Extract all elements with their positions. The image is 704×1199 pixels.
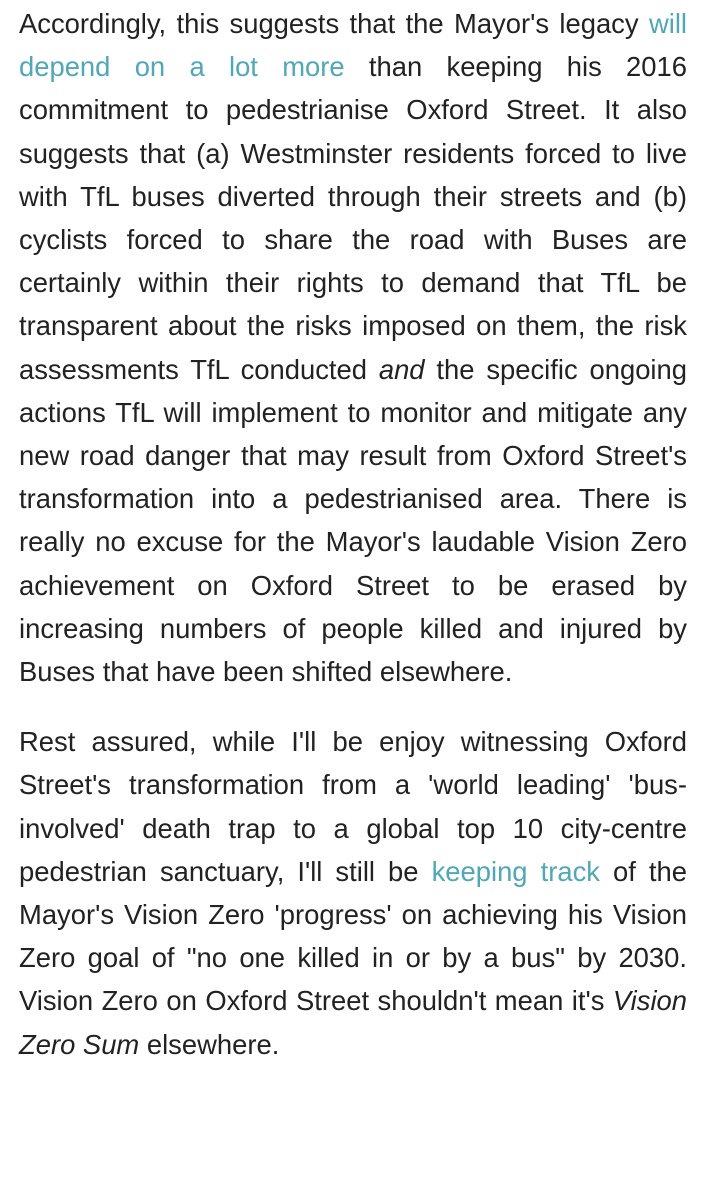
paragraph-1-text: Accordingly, this suggests that the Mayor's legacy xyxy=(19,8,649,39)
paragraph-1-text: the specific ongoing actions TfL will implement to monitor and mitigate any new road danger that may result from Oxford Street's transformation into a pedestrianised area. There is really no excuse for the Mayor's laudable Vision Zero achievement on Oxford Street to be erased by increasing numbers of people killed and injured by Buses that have been shifted elsewhere. xyxy=(19,353,687,688)
paragraph-1-text: than keeping his 2016 commitment to pedestrianise Oxford Street. It also suggests that (a) Westminster residents forced to live with TfL buses diverted through their streets and (b) cyclists forced to share the road with Buses are certainly within their rights to demand that TfL be transparent about the risks imposed on them, the risk assessments TfL conducted xyxy=(19,51,687,385)
paragraph-2-text: elsewhere. xyxy=(139,1028,280,1060)
emphasis-vision-zero-sum: Vision Zero Sum xyxy=(19,985,687,1060)
paragraph-2-text: Rest assured, while I'll be enjoy witnessing Oxford Street's transformation from a 'world leading' 'bus-involved' death trap to a global top 10 city-centre pedestrian sanctuary, I'll still be xyxy=(19,726,687,887)
link-will-depend-on-a-lot-more[interactable]: will depend on a lot more xyxy=(19,8,687,83)
paragraph-1 xyxy=(19,2,687,693)
paragraph-2 xyxy=(19,720,687,1066)
emphasis-and: and xyxy=(378,353,425,385)
paragraph-2-text: of the Mayor's Vision Zero 'progress' on achieving his Vision Zero goal of "no one killed in or by a bus" by 2030. Vision Zero on Oxford Street shouldn't mean it's xyxy=(19,855,688,1017)
link-keeping-track[interactable]: keeping track xyxy=(431,855,600,887)
